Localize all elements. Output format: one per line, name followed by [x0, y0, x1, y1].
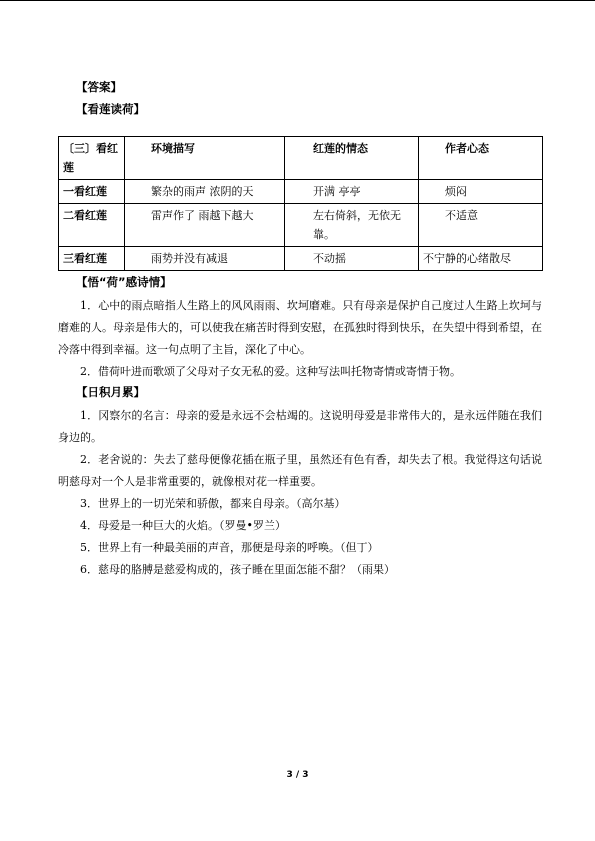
- table-header-row: [59, 137, 543, 180]
- paragraph: 3．世界上的一切光荣和骄傲，都来自母亲。（高尔基）: [80, 497, 346, 510]
- table-cell: 不宁静的心绪散尽: [419, 247, 543, 271]
- table-header-cell: 作者心态: [419, 137, 543, 180]
- page-top-border: [0, 0, 595, 1]
- table-cell: 雨势并没有减退: [125, 247, 285, 271]
- table-cell: 开满 亭亭: [285, 180, 419, 204]
- table-row: [59, 204, 543, 247]
- section-heading-view-lotus: 【看莲读荷】: [76, 102, 145, 116]
- paragraph: 4．母爱是一种巨大的火焰。（罗曼•罗兰）: [80, 519, 286, 532]
- table-row: [59, 180, 543, 204]
- page-number: 3 / 3: [286, 770, 309, 780]
- table-row: [59, 247, 543, 271]
- section-heading-lotus-poetry: 【悟“荷”感诗情】: [76, 275, 172, 289]
- paragraph: 5．世界上有一种最美丽的声音，那便是母亲的呼唤。（但丁）: [80, 541, 379, 554]
- paragraph: 6．慈母的胳膊是慈爱构成的，孩子睡在里面怎能不甜？（雨果）: [80, 563, 395, 576]
- paragraph: 1．冈察尔的名言：母亲的爱是永远不会枯竭的。这说明母爱是非常伟大的，是永远伴随在我们身边的。: [58, 409, 542, 444]
- table-row-label: 一看红莲: [59, 180, 125, 204]
- paragraph: 2．老舍说的：失去了慈母便像花插在瓶子里，虽然还有色有香，却失去了根。我觉得这句话说明慈母对一个人是非常重要的，就像根对花一样重要。: [58, 453, 542, 488]
- table-header-cell: 环境描写: [125, 137, 285, 180]
- paragraph: 2．借荷叶进而歌颂了父母对子女无私的爱。这种写法叫托物寄情或寄情于物。: [80, 365, 461, 378]
- table-cell: 不动摇: [285, 247, 419, 271]
- table-header-cell: 〔三〕看红莲: [59, 137, 125, 180]
- lotus-table: [58, 136, 543, 271]
- table-cell: 烦闷: [419, 180, 543, 204]
- table-header-cell: 红莲的情态: [285, 137, 419, 180]
- paragraph: 1．心中的雨点暗指人生路上的风风雨雨、坎坷磨难。只有母亲是保护自己度过人生路上坎坷与磨难的人。母亲是伟大的，可以使我在痛苦时得到安慰，在孤独时得到快乐，在失望中得到希望，在冷落中得到幸福。这一句点明了主旨，深化了中心。: [58, 299, 542, 356]
- section-heading-daily-accumulation: 【日积月累】: [76, 385, 145, 399]
- table-cell: 左右倚斜，无依无靠。: [285, 204, 419, 247]
- table-cell: 不适意: [419, 204, 543, 247]
- answer-document: [58, 78, 542, 581]
- table-row-label: 三看红莲: [59, 247, 125, 271]
- answer-heading: 【答案】: [76, 80, 122, 94]
- table-row-label: 二看红莲: [59, 204, 125, 247]
- table-cell: 雷声作了 雨越下越大: [125, 204, 285, 247]
- table-cell: 繁杂的雨声 浓阴的天: [125, 180, 285, 204]
